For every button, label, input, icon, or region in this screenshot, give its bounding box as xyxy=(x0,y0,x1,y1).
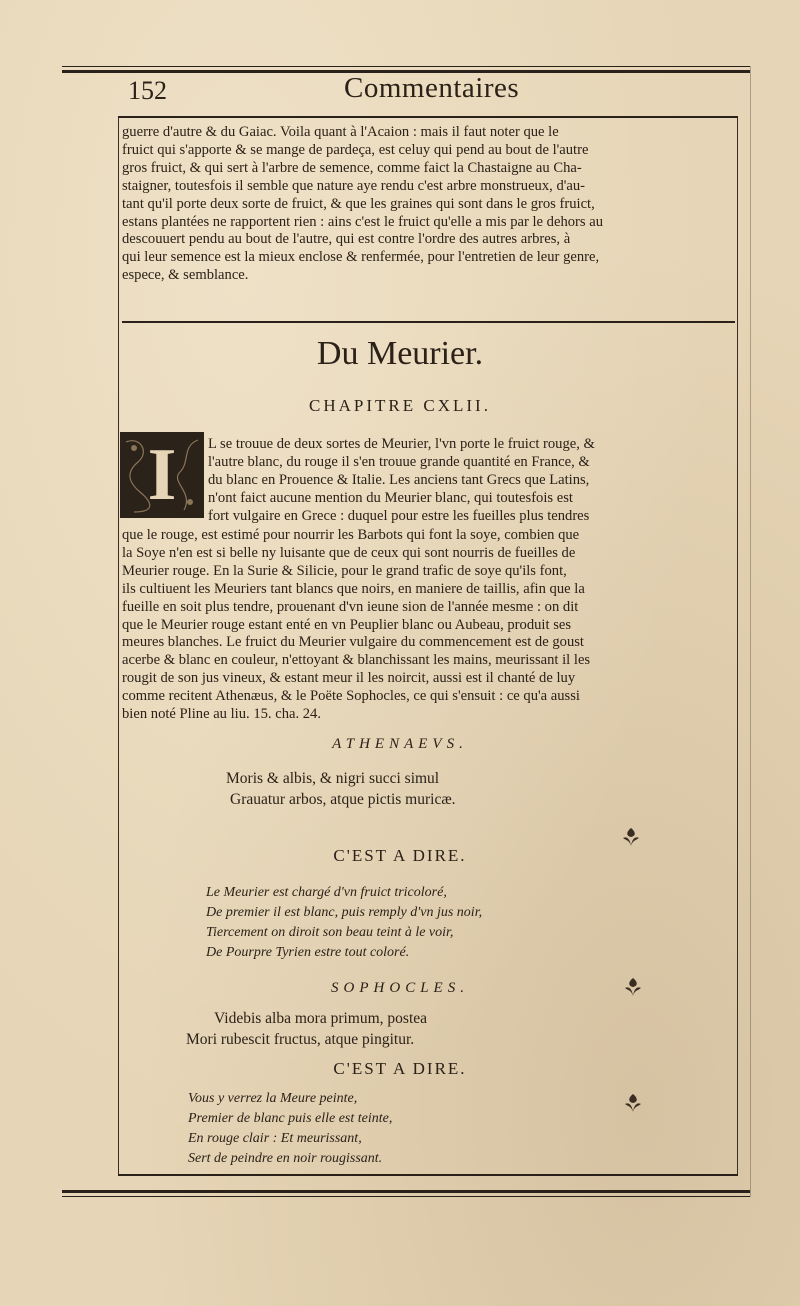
top-rule-thin xyxy=(62,66,750,67)
french-verse-line: Vous y verrez la Meure peinte, xyxy=(188,1091,358,1106)
text-line: acerbe & blanc en couleur, n'ettoyant & blanchissant les mains, meurissant il les xyxy=(122,652,591,669)
text-line: bien noté Pline au liu. 15. cha. 24. xyxy=(122,706,322,723)
chapter-number: CHAPITRE CXLII. xyxy=(309,396,491,415)
french-verse-line: Tiercement on diroit son beau teint à le voir, xyxy=(206,925,454,940)
fleuron-icon xyxy=(620,826,642,848)
text-line: descouuert pendu au bout de l'autre, qui est contre l'ordre des autres arbres, à xyxy=(122,231,571,248)
initial-letter: I xyxy=(147,434,177,516)
chapter-indented-text xyxy=(208,436,735,526)
text-line: fruict qui s'apporte & se mange de pardeça, est celuy qui pend au bout de l'autre xyxy=(122,141,589,158)
bottom-frame-rule xyxy=(118,1174,738,1176)
text-line: du blanc en Prouence & Italie. Les anciens tant Grecs que Latins, xyxy=(208,471,590,488)
margin-line-right xyxy=(750,66,751,1197)
text-line: que le Meurier rouge estant enté en vn Peuplier blanc ou Aubeau, produit ses xyxy=(122,616,572,633)
text-line: guerre d'autre & du Gaiac. Voila quant à l'Acaion : mais il faut noter que le xyxy=(122,124,559,140)
french-verse-line: Sert de peindre en noir rougissant. xyxy=(188,1151,383,1166)
quote-author-sophocles: SOPHOCLES. xyxy=(331,980,469,996)
text-line: fort vulgaire en Grece : duquel pour estre les fueilles plus tendres xyxy=(208,507,590,524)
french-verse-line: Le Meurier est chargé d'vn fruict tricoloré, xyxy=(206,885,447,900)
text-line: qui leur semence est la mieux enclose & renfermée, pour l'entretien de leur genre, xyxy=(122,249,600,266)
running-head xyxy=(0,68,800,118)
fleuron-icon xyxy=(622,1092,644,1114)
text-line: meures blanches. Le fruict du Meurier vulgaire du commencement est de goust xyxy=(122,634,584,651)
page-number: 152 xyxy=(128,76,167,105)
section-rule xyxy=(122,321,735,323)
text-line: L se trouue de deux sortes de Meurier, l'vn porte le fruict rouge, & xyxy=(208,436,595,452)
text-line: fueille en soit plus tendre, prouenant d'vn ieune sion de l'année mesme : on dit xyxy=(122,598,579,615)
fleuron-icon xyxy=(622,976,644,998)
chapter-body-text xyxy=(122,527,735,724)
text-line: espece, & semblance. xyxy=(122,267,249,284)
text-line: ils cultiuent les Meuriers tant blancs que noirs, en maniere de taillis, afin que la xyxy=(122,580,585,597)
latin-verse-line: Videbis alba mora primum, postea xyxy=(214,1010,428,1027)
french-verse-line: Premier de blanc puis elle est teinte, xyxy=(188,1111,393,1126)
text-line: que le rouge, est estimé pour nourrir les Barbots qui font la soye, combien que xyxy=(122,527,580,543)
chapter-heading: Du Meurier. xyxy=(316,335,484,372)
bottom-rule-thin xyxy=(62,1196,750,1197)
running-title: Commentaires xyxy=(344,72,520,104)
text-line: gros fruict, & qui sert à l'arbre de semence, comme faict la Chastaigne au Cha- xyxy=(122,159,582,176)
latin-verse-line: Grauatur arbos, atque pictis muricæ. xyxy=(230,791,456,808)
initial-flourish-icon xyxy=(120,432,204,518)
translation-heading: C'EST A DIRE. xyxy=(333,846,467,865)
bottom-rule-thick xyxy=(62,1190,750,1193)
text-line: Meurier rouge. En la Surie & Silicie, pour le grand trafic de soye qu'ils font, xyxy=(122,562,567,579)
text-line: tant qu'il porte deux sorte de fruict, & que les graines qui sont dans le gros fruict, xyxy=(122,195,595,212)
text-line: n'ont faict aucune mention du Meurier blanc, qui toutesfois est xyxy=(208,489,573,506)
french-verse-line: En rouge clair : Et meurissant, xyxy=(188,1131,362,1146)
decorated-initial xyxy=(120,432,204,518)
latin-verse-line: Moris & albis, & nigri succi simul xyxy=(226,770,440,787)
french-verse-line: De premier il est blanc, puis remply d'vn jus noir, xyxy=(206,905,483,920)
text-line: la Soye n'en est si belle ny luisante que de ceux qui sont nourris de fueilles de xyxy=(122,544,576,561)
text-line: comme recitent Athenæus, & le Poëte Sophocles, ce qui s'ensuit : ce qu'a aussi xyxy=(122,688,580,705)
text-line: staigner, toutesfois il semble que nature aye rendu c'est arbre monstrueux, d'au- xyxy=(122,177,586,194)
french-verse-line: De Pourpre Tyrien estre tout coloré. xyxy=(206,945,410,960)
text-line: l'autre blanc, du rouge il s'en trouue grande quantité en France, & xyxy=(208,453,590,470)
latin-verse-line: Mori rubescit fructus, atque pingitur. xyxy=(186,1031,415,1048)
translation-heading: C'EST A DIRE. xyxy=(333,1059,467,1078)
text-line: estans plantées ne rapportent rien : ains c'est le fruict qu'elle a mis par le dehors au xyxy=(122,213,604,230)
quote-author-athenaeus: ATHENAEVS. xyxy=(332,736,468,752)
text-line: rougit de son jus vineux, & estant meur il les noircit, aussi est il chanté de luy xyxy=(122,670,576,687)
previous-chapter-text xyxy=(122,124,735,285)
